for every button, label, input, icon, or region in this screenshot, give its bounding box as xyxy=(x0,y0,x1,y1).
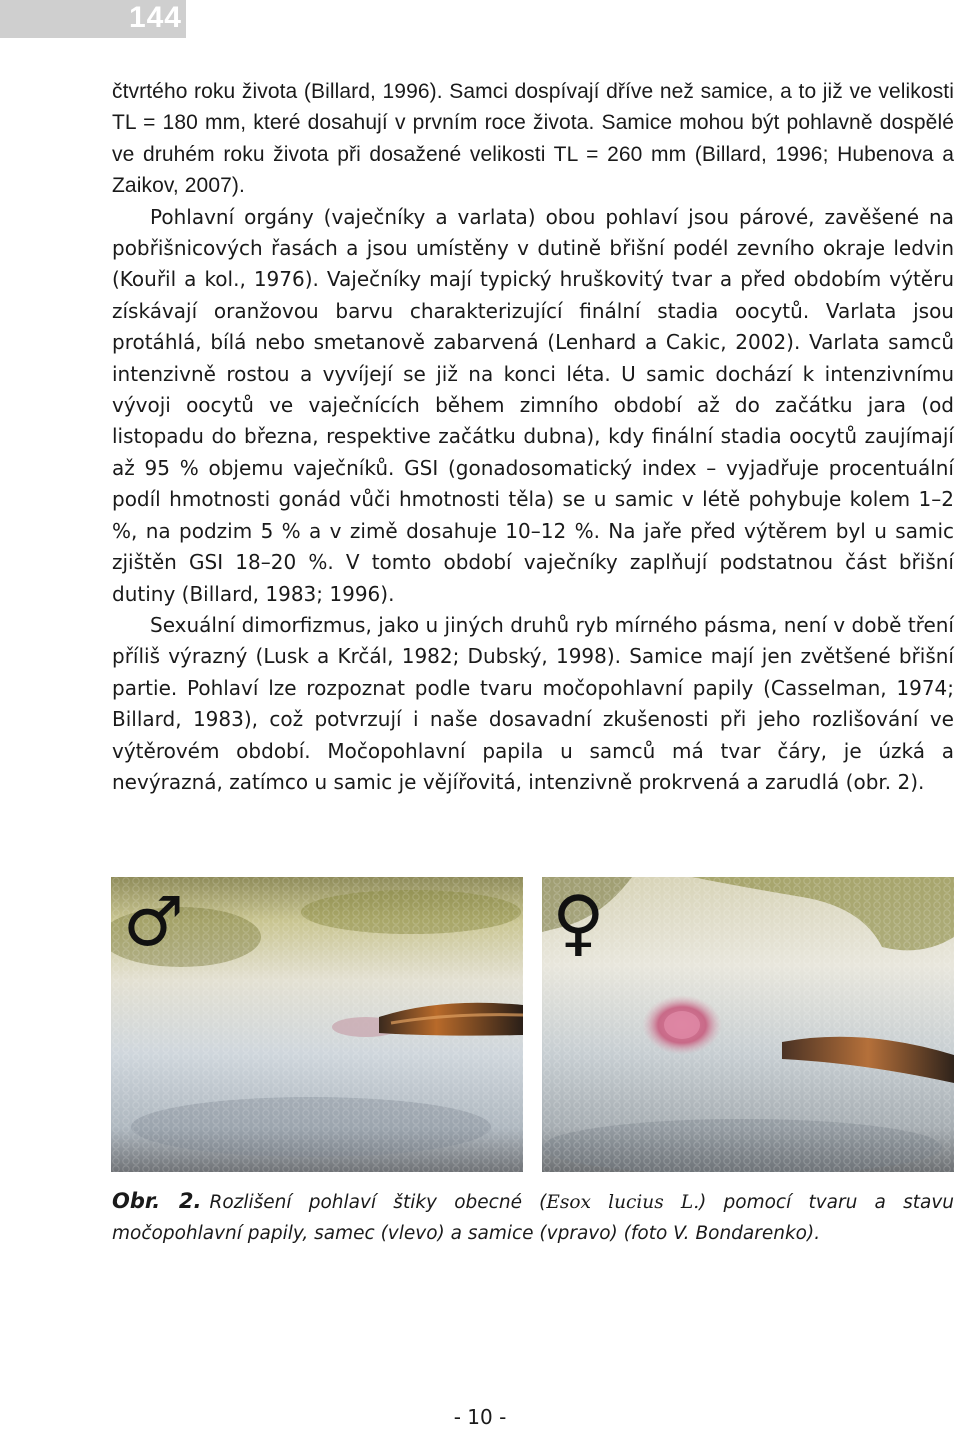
page-badge-number: 144 xyxy=(128,1,182,34)
figure-caption xyxy=(112,1186,954,1249)
page-badge xyxy=(0,0,186,38)
paragraph-2: Pohlavní orgány (vaječníky a varlata) obou pohlaví jsou párové, zavěšené na pobřišnicových řasách a jsou umístěny v dutině břišní podél zevního okraje ledvin (Kouřil a kol., 1976). Vaječníky mají typický hruškovitý tvar a před obdobím výtěru získávají oranžovou barvu charakterizující finální stadia oocytů. Varlata jsou protáhlá, bílá nebo smetanově zabarvená (Lenhard a Cakic, 2002). Varlata samců intenzivně rostou a vyvíjejí se již na konci léta. U samic dochází k intenzivnímu vývoji oocytů ve vaječnících během zimního období až do začátku jara (od listopadu do března, respektive začátku dubna), kdy finální stadia oocytů zaujímají až 95 % objemu vaječníků. GSI (gonadosomatický index – vyjadřuje procentuální podíl hmotnosti gonád vůči hmotnosti těla) se u samic v létě pohybuje kolem 1–2 %, na podzim 5 % a v zimě dosahuje 10–12 %. Na jaře před výtěrem byl u samic zjištěn GSI 18–20 %. V tomto období vaječníky zaplňují podstatnou část břišní dutiny (Billard, 1983; 1996). xyxy=(112,204,954,606)
body-text xyxy=(112,76,954,798)
caption-text-before: Rozlišení pohlaví štiky obecné ( xyxy=(209,1192,547,1213)
caption-species: Esox lucius L. xyxy=(546,1192,700,1213)
male-symbol-icon: ♂ xyxy=(123,883,184,962)
photo-male-papilla xyxy=(111,877,523,1172)
paragraph-1: čtvrtého roku života (Billard, 1996). Samci dospívají dříve než samice, a to již ve velikosti TL = 180 mm, které dosahují v prvním roce života. Samice mohou být pohlavně dospělé ve druhém roku života při dosažené velikosti TL = 260 mm (Billard, 1996; Hubenova a Zaikov, 2007). xyxy=(112,80,954,198)
caption-text-after: ) pomocí tvaru a stavu močopohlavní papily, samec (vlevo) a samice (vpravo) (foto V. Bondarenko). xyxy=(112,1192,955,1244)
photo-female-papilla xyxy=(542,877,954,1172)
page-number: - 10 - xyxy=(453,1405,507,1429)
paragraph-3: Sexuální dimorfizmus, jako u jiných druhů ryb mírného pásma, není v době tření příliš výrazný (Lusk a Krčál, 1982; Dubský, 1998). Samice mají jen zvětšené břišní partie. Pohlaví lze rozpoznat podle tvaru močopohlavní papily (Casselman, 1974; Billard, 1983), což potvrzují i naše dosavadní zkušenosti při jeho rozlišování ve výtěrovém období. Močopohlavní papila u samců má tvar čáry, je úzká a nevýrazná, zatímco u samic je vějířovitá, intenzivně prokrvená a zarudlá (obr. 2). xyxy=(112,612,954,794)
female-symbol-icon: ♀ xyxy=(552,880,605,964)
figure-label: Obr. 2. xyxy=(112,1189,202,1213)
